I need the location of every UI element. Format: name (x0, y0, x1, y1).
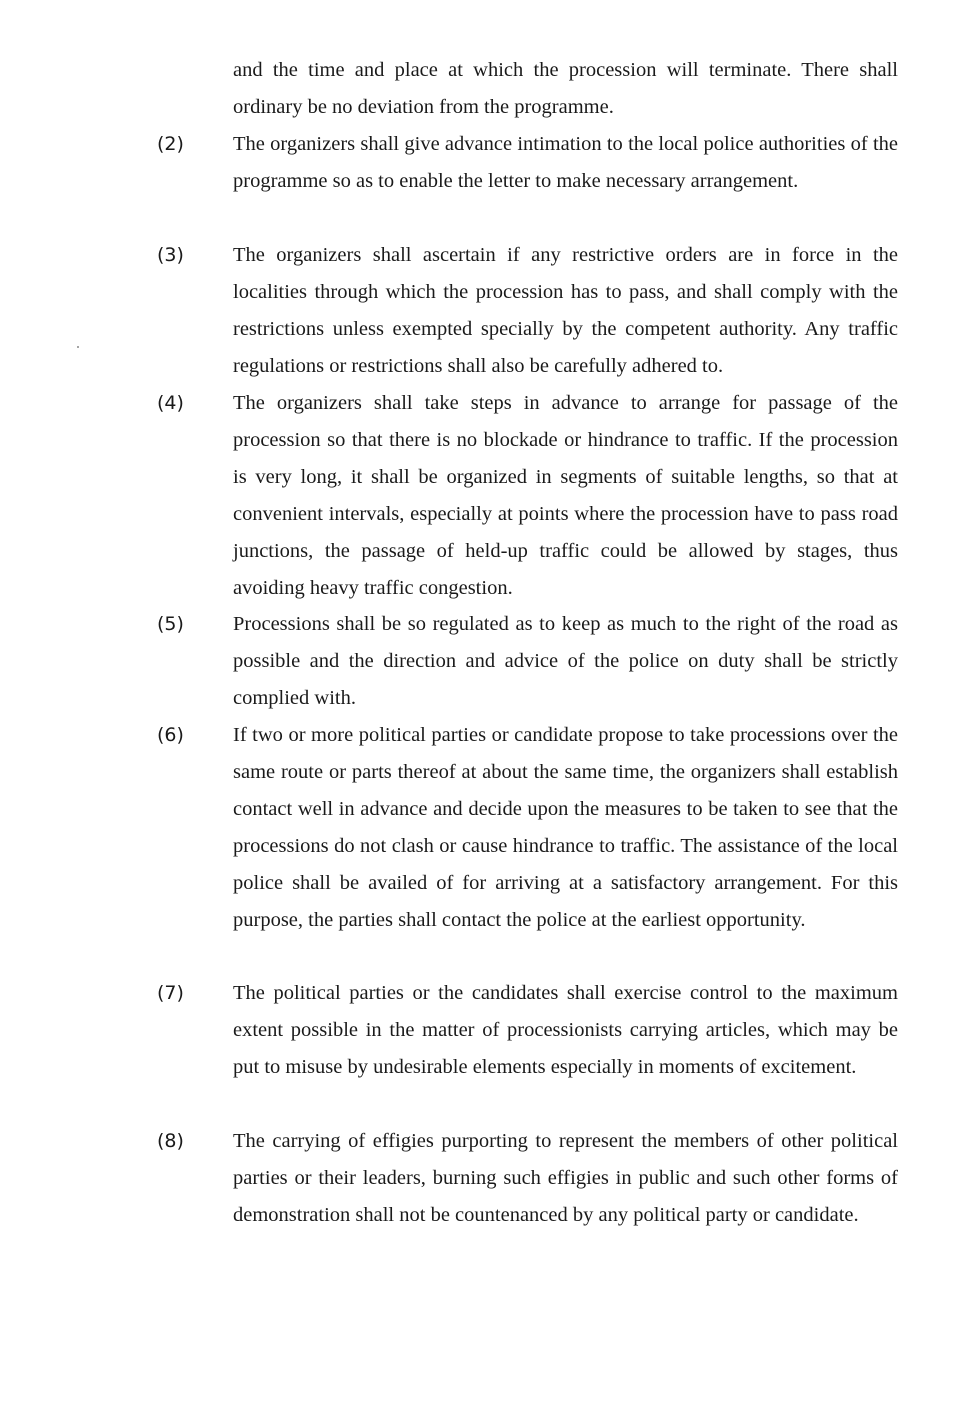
clause-text: The organizers shall ascertain if any restrictive orders are in force in the localities through which the procession has to pass, and shall comply with the restrictions unless exempted specially by the competent authority. Any traffic regulations or restrictions shall also be carefully adhered to. (233, 244, 898, 377)
clause-text: The political parties or the candidates shall exercise control to the maximum extent possible in the matter of processionists carrying articles, which may be put to misuse by undesirable elements especially in moments of excitement. (233, 982, 898, 1078)
clause-text: The organizers shall give advance intimation to the local police authorities of the programme so as to enable the letter to make necessary arrangement. (233, 133, 898, 192)
clause-number: (2) (157, 133, 184, 155)
clause-number: (4) (157, 392, 184, 414)
clause-number: (7) (157, 982, 184, 1004)
clause-text: If two or more political parties or candidate propose to take processions over the same route or parts thereof at about the same time, the organizers shall establish contact well in advance and decide upon the measures to be taken to see that the processions do not clash or cause hindrance to traffic. The assistance of the local police shall be availed of for arriving at a satisfactory arrangement. For this purpose, the parties shall contact the police at the earliest opportunity. (233, 724, 898, 931)
scan-artifact (77, 346, 79, 348)
clause-number: (5) (157, 613, 184, 635)
clause-text: The carrying of effigies purporting to represent the members of other political parties or their leaders, burning such effigies in public and such other forms of demonstration shall not be countenanced by any political party or candidate. (233, 1130, 898, 1226)
clause-number: (6) (157, 724, 184, 746)
clause-text: Processions shall be so regulated as to keep as much to the right of the road as possible and the direction and advice of the police on duty shall be strictly complied with. (233, 613, 898, 709)
continuation-paragraph: and the time and place at which the procession will terminate. There shall ordinary be no deviation from the programme. (233, 59, 898, 118)
clause-text: The organizers shall take steps in advance to arrange for passage of the procession so that there is no blockade or hindrance to traffic. If the procession is very long, it shall be organized in segments of suitable lengths, so that at convenient intervals, especially at points where the procession have to pass road junctions, the passage of held-up traffic could be allowed by stages, thus avoiding heavy traffic congestion. (233, 392, 898, 599)
clause-number: (3) (157, 244, 184, 266)
clause-number: (8) (157, 1130, 184, 1152)
